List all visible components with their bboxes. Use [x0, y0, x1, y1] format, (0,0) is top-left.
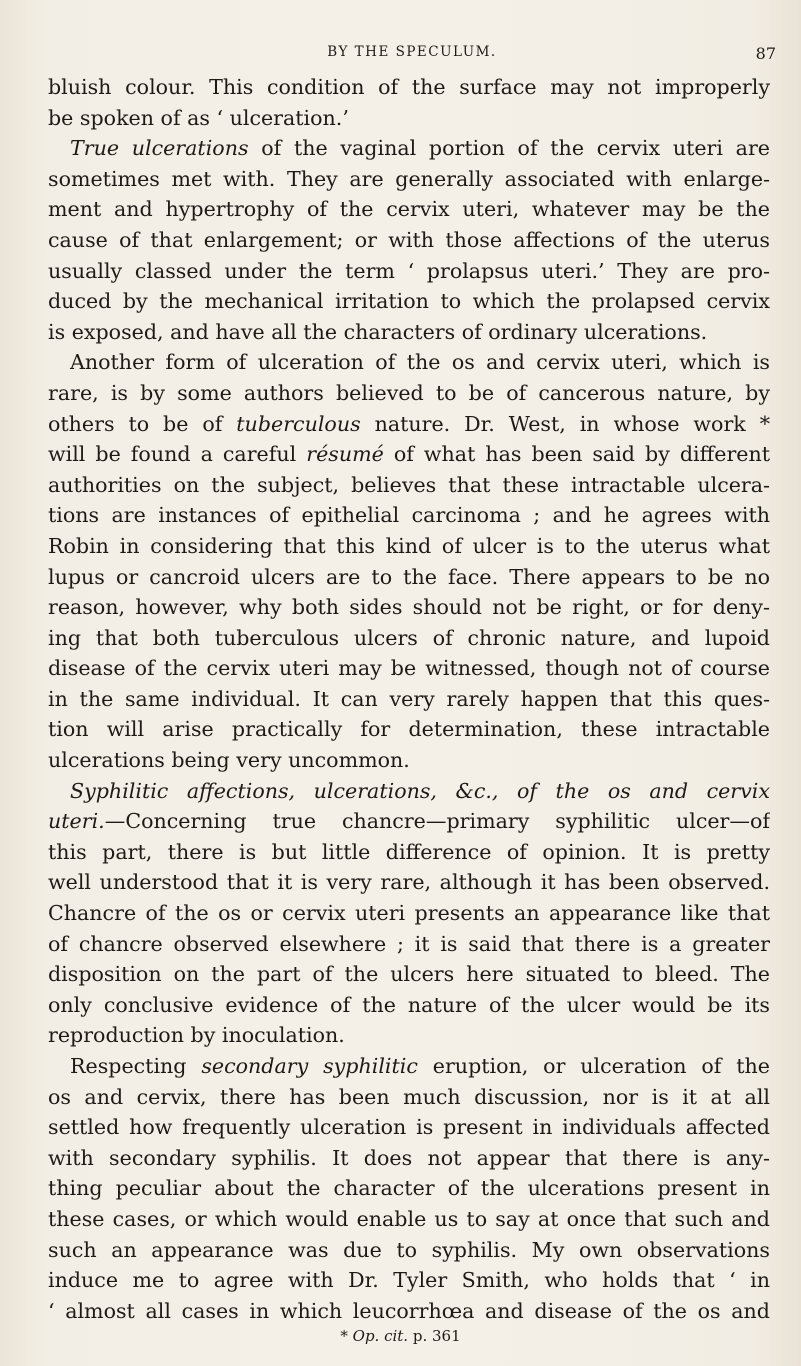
- text-line: os and cervix, there has been much discussion, nor is it at all: [48, 1084, 770, 1109]
- text-line: others to be of tuberculous nature. Dr. West, in whose work *: [48, 411, 770, 436]
- text-line: only conclusive evidence of the nature of the ulcer would be its: [48, 992, 770, 1017]
- text-line: bluish colour. This condition of the surface may not improperly: [48, 75, 770, 99]
- text-line: this part, there is but little difference of opinion. It is pretty: [48, 839, 770, 864]
- text-line: [48, 776, 770, 807]
- text-line: ment and hypertrophy of the cervix uteri, whatever may be the: [48, 197, 770, 222]
- text-line: of chancre observed elsewhere ; it is said that there is a greater: [48, 931, 770, 956]
- text-line: disposition on the part of the ulcers here situated to bleed. The: [48, 962, 770, 987]
- text-line: in the same individual. It can very rarely happen that this ques-: [48, 686, 770, 711]
- text-line: ulcerations being very uncommon.: [48, 748, 410, 773]
- text-line: Chancre of the os or cervix uteri presents an appearance like that: [48, 901, 770, 926]
- text-line: reproduction by inoculation.: [48, 1023, 345, 1048]
- text-line: settled how frequently ulceration is present in individuals affected: [48, 1115, 770, 1140]
- italic-phrase: True ulcerations: [70, 136, 249, 161]
- text-line: True ulcerations of the vaginal portion of the cervix uteri are: [70, 136, 770, 161]
- text-line: these cases, or which would enable us to say at once that such and: [48, 1206, 770, 1231]
- running-head: BY THE SPECULUM.: [327, 44, 497, 60]
- footnote: * Op. cit. p. 361: [340, 1327, 461, 1345]
- text-line: be spoken of as ‘ ulceration.’: [48, 105, 349, 130]
- text-line: well understood that it is very rare, although it has been observed.: [48, 870, 770, 895]
- italic-heading: Syphilitic affections, ulcerations, &c., of the os and cervix: [70, 778, 770, 803]
- text-line: rare, is by some authors believed to be of cancerous nature, by: [48, 380, 770, 405]
- text-line: Respecting secondary syphilitic eruption, or ulceration of the: [70, 1054, 770, 1078]
- text-line: tions are instances of epithelial carcinoma ; and he agrees with: [48, 503, 770, 528]
- text-line: such an appearance was due to syphilis. My own observations: [48, 1237, 770, 1262]
- text-line: Robin in considering that this kind of ulcer is to the uterus what: [48, 533, 770, 558]
- text-line: usually classed under the term ‘ prolapsus uteri.’ They are pro-: [48, 258, 770, 283]
- italic-phrase: tuberculous: [236, 411, 361, 436]
- page-header: [48, 44, 776, 66]
- text-line: cause of that enlargement; or with those affections of the uterus: [48, 227, 770, 252]
- text-line: authorities on the subject, believes that these intractable ulcera-: [48, 472, 770, 497]
- body-text: [48, 72, 770, 1326]
- text-line: sometimes met with. They are generally associated with enlarge-: [48, 166, 770, 191]
- text-line: duced by the mechanical irritation to which the prolapsed cervix: [48, 289, 770, 314]
- italic-phrase: résumé: [306, 442, 384, 467]
- italic-phrase: secondary syphilitic: [201, 1054, 418, 1078]
- text-line: lupus or cancroid ulcers are to the face. There appears to be no: [48, 564, 770, 589]
- text-line: ing that both tuberculous ulcers of chronic nature, and lupoid: [48, 625, 770, 650]
- italic-phrase: Op. cit.: [352, 1327, 409, 1345]
- text-line: induce me to agree with Dr. Tyler Smith, who holds that ‘ in: [48, 1268, 770, 1293]
- text-line: reason, however, why both sides should not be right, or for deny-: [48, 595, 770, 620]
- text-line: tion will arise practically for determination, these intractable: [48, 717, 770, 742]
- italic-heading: uteri.: [48, 809, 105, 834]
- text-line: ‘ almost all cases in which leucorrhœa and disease of the os and: [48, 1298, 770, 1323]
- text-line: is exposed, and have all the characters of ordinary ulcerations.: [48, 319, 708, 344]
- text-line: uteri.—Concerning true chancre—primary syphilitic ulcer—of: [48, 809, 770, 834]
- text-line: thing peculiar about the character of the ulcerations present in: [48, 1176, 770, 1201]
- text-line: Another form of ulceration of the os and cervix uteri, which is: [70, 350, 770, 375]
- text-line: with secondary syphilis. It does not appear that there is any-: [48, 1145, 770, 1170]
- text-line: will be found a careful résumé of what has been said by different: [48, 442, 770, 467]
- text-line: disease of the cervix uteri may be witnessed, though not of course: [48, 656, 770, 681]
- page-number: 87: [755, 44, 776, 63]
